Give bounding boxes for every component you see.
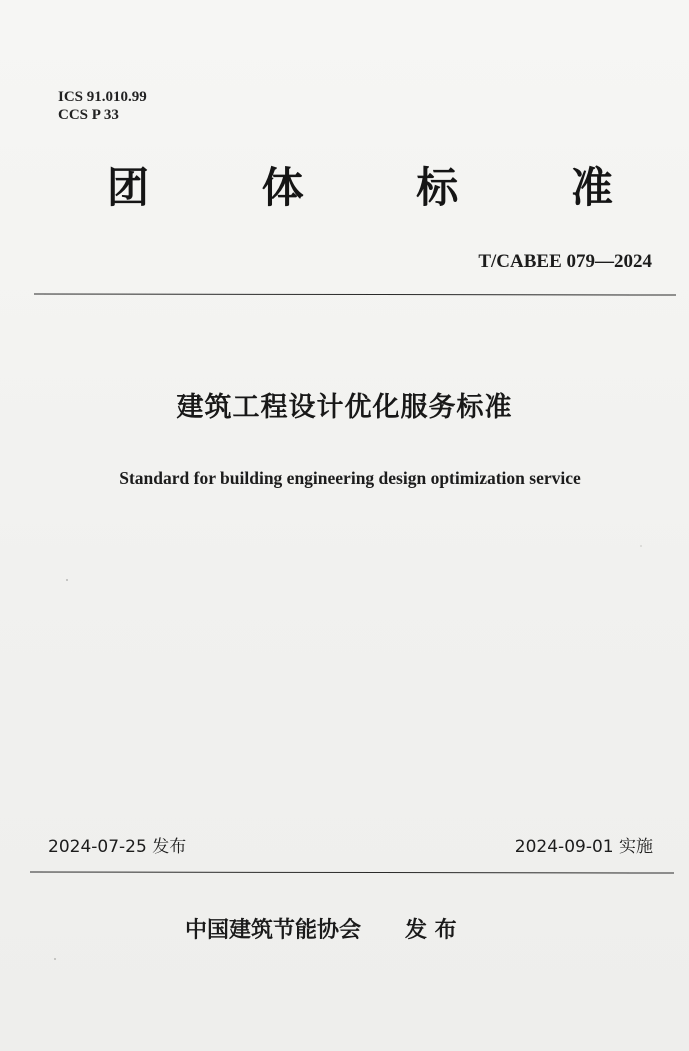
paper-speck: [66, 579, 68, 581]
implementation-date: 2024-09-01 实施: [514, 837, 653, 857]
document-type-char: 标: [416, 163, 459, 212]
top-divider: [34, 293, 676, 295]
publish-action: 发 布: [405, 918, 457, 943]
publisher-line: [185, 915, 457, 947]
paper-speck: [54, 958, 56, 960]
bottom-divider: [30, 871, 674, 873]
classification-codes: [58, 88, 147, 124]
document-type-char: 体: [261, 163, 304, 212]
document-type-char: 团: [106, 163, 149, 212]
issue-date: 2024-07-25 发布: [48, 837, 187, 857]
ccs-code: CCS P 33: [58, 107, 119, 123]
ics-code: ICS 91.010.99: [58, 89, 147, 105]
standard-number: T/CABEE 079—2024: [478, 251, 652, 272]
document-type-char: 准: [570, 163, 613, 212]
title-english: Standard for building engineering design optimization service: [119, 468, 581, 488]
document-type-heading: [100, 160, 620, 216]
title-chinese: 建筑工程设计优化服务标准: [176, 392, 513, 423]
paper-speck: [640, 545, 642, 547]
publisher-name: 中国建筑节能协会: [185, 918, 362, 943]
